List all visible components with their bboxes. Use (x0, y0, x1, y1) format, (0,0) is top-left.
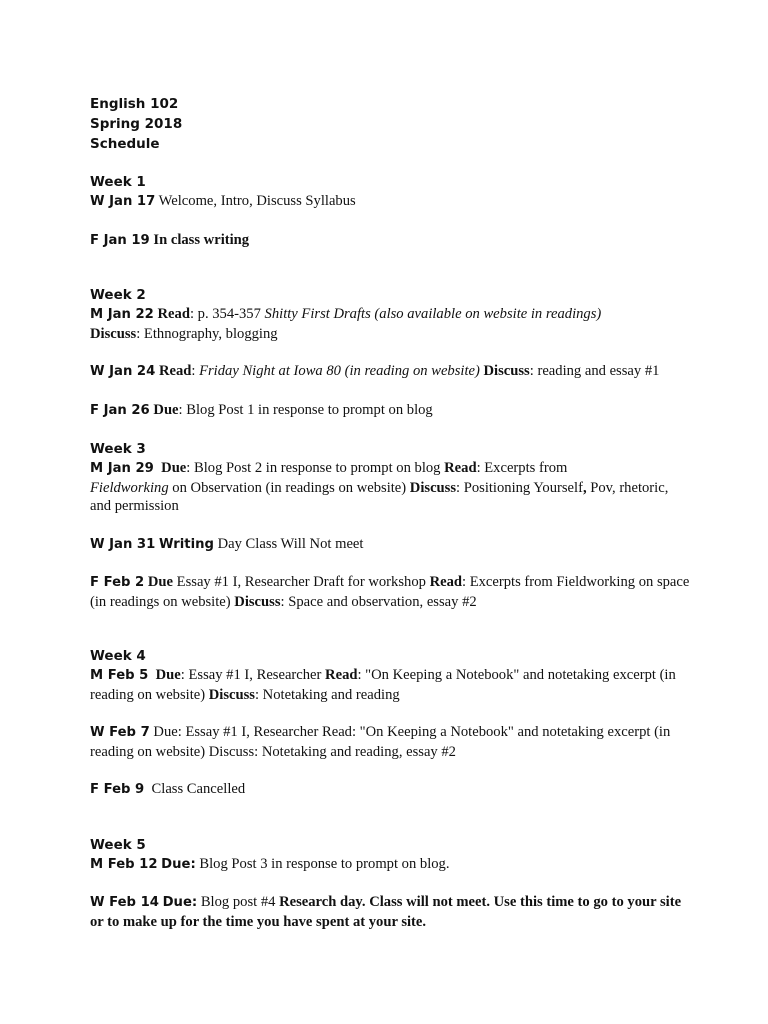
entry-date: W Jan 17 (90, 194, 156, 209)
read-label: Read (158, 363, 192, 379)
discuss-comma: , (582, 479, 587, 496)
entry-text: Day Class Will Not meet (213, 535, 364, 552)
due-text: : Blog Post 2 in response to prompt on blog (186, 460, 445, 476)
due-text: : Blog Post 1 in response to prompt on blog (178, 401, 433, 418)
entry-date: W Jan 31 (90, 536, 156, 552)
week-2-heading: Week 2 (90, 287, 146, 303)
read-tail: on Observation (in readings on website) (168, 479, 410, 496)
entry-text: Due: Essay #1 I, Researcher Read: "On Keeping a Notebook" and notetaking excerpt (in reading on website) Discuss: Notetaking and reading, essay #2 (90, 724, 671, 760)
week-3-heading: Week 3 (90, 441, 146, 457)
read-text: : p. 354-357 (189, 306, 265, 322)
due-label: Due (147, 574, 174, 590)
entry-w-jan-24 (90, 362, 690, 382)
read-label: Read (325, 667, 358, 683)
read-text: : "On Keeping a Notebook" and notetaking excerpt (in reading on website) (90, 667, 676, 703)
due-label: Due (153, 401, 179, 418)
entry-m-jan-22 (90, 305, 690, 343)
entry-w-jan-17 (90, 192, 690, 212)
entry-f-feb-2 (90, 573, 690, 611)
entry-date: M Feb 12 (90, 856, 158, 872)
discuss-text: : reading and essay #1 (529, 363, 660, 379)
read-text: : Excerpts from Fieldworking on space (in readings on website) (90, 574, 690, 610)
entry-text: Class Cancelled (151, 781, 246, 797)
entry-bold-text: Research day. Class will not meet. Use this time to go to your site or to make up for the time you have spent at your site. (90, 894, 682, 930)
read-text: : Excerpts from (476, 460, 568, 476)
discuss-label: Discuss (208, 686, 255, 703)
entry-f-jan-19 (90, 231, 690, 251)
entry-text: Welcome, Intro, Discuss Syllabus (158, 193, 356, 209)
discuss-label: Discuss (234, 593, 281, 610)
discuss-tail: Pov, rhetoric, and permission (90, 479, 669, 514)
read-label: Read (157, 306, 190, 322)
course-title: English 102 (90, 96, 179, 112)
term: Spring 2018 (90, 116, 183, 132)
week-4-heading: Week 4 (90, 648, 146, 664)
entry-text: Blog post #4 (197, 894, 280, 910)
discuss-text: : Ethnography, blogging (136, 325, 278, 342)
due-label: Due: (162, 895, 198, 910)
discuss-label: Discuss (90, 325, 137, 342)
due-label: Due (161, 460, 187, 476)
entry-w-feb-14 (90, 893, 690, 931)
read-title: Shitty First Drafts (also available on website in readings) (264, 306, 602, 322)
entry-date: W Feb 14 (90, 895, 159, 910)
read-colon: : (191, 363, 200, 379)
entry-f-feb-9 (90, 780, 690, 800)
week-5-heading: Week 5 (90, 836, 146, 853)
read-label: Read (429, 574, 462, 590)
entry-date: M Feb 5 (90, 668, 149, 683)
schedule-document (90, 94, 690, 931)
entry-date: M Jan 29 (90, 461, 154, 476)
entry-date: W Jan 24 (90, 364, 156, 379)
read-title: Fieldworking (90, 479, 169, 496)
due-label: Due: (161, 856, 196, 872)
entry-date: F Jan 26 (90, 402, 150, 418)
discuss-text: : Notetaking and reading (254, 686, 400, 703)
entry-text: In class writing (153, 231, 250, 248)
discuss-text: : Space and observation, essay #2 (280, 593, 477, 610)
entry-m-jan-29 (90, 459, 690, 516)
entry-date: F Feb 9 (90, 782, 145, 797)
due-text: Essay #1 I, Researcher Draft for workshop (173, 574, 430, 590)
entry-w-jan-31 (90, 535, 690, 555)
discuss-text: : Positioning Yourself (456, 479, 583, 496)
due-label: Due (155, 667, 181, 683)
entry-text: Blog Post 3 in response to prompt on blog. (195, 855, 450, 872)
entry-date: F Feb 2 (90, 575, 145, 590)
discuss-label: Discuss (409, 479, 457, 496)
entry-date: M Jan 22 (90, 307, 154, 322)
entry-m-feb-5 (90, 666, 690, 704)
entry-date: W Feb 7 (90, 725, 150, 740)
entry-date: F Jan 19 (90, 232, 150, 248)
document-title: Schedule (90, 136, 160, 152)
read-title: Friday Night at Iowa 80 (in reading on website) (199, 363, 480, 379)
entry-m-feb-12 (90, 855, 690, 875)
entry-w-feb-7 (90, 723, 690, 761)
due-text: : Essay #1 I, Researcher (180, 667, 326, 683)
entry-f-jan-26 (90, 401, 690, 421)
discuss-label: Discuss (483, 363, 530, 379)
read-label: Read (444, 460, 477, 476)
bold-word: Writing (158, 536, 214, 552)
week-1-heading: Week 1 (90, 174, 146, 190)
